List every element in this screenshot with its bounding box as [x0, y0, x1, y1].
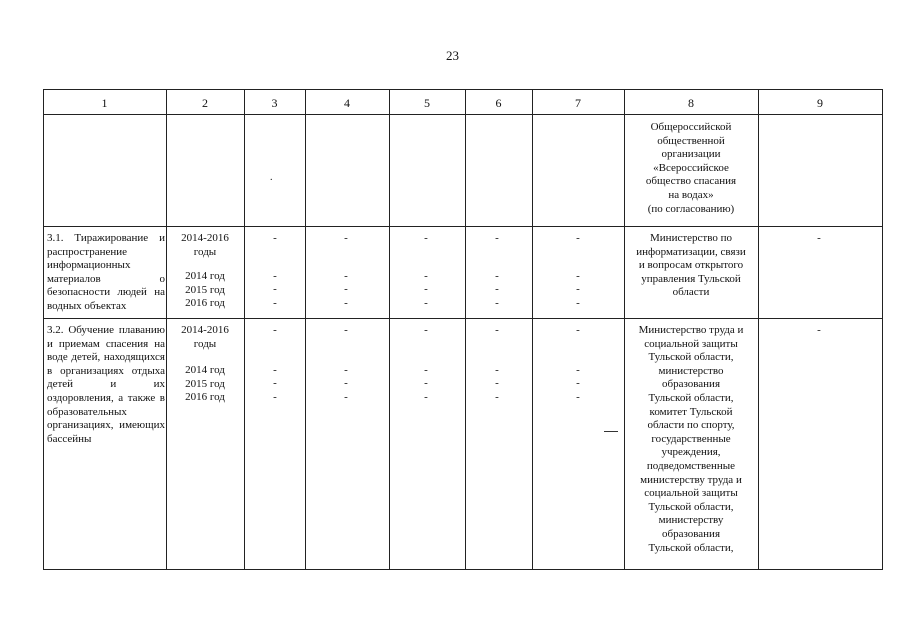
row-3-1-col3-dash: -	[273, 270, 277, 282]
row-3-1-col6-dash: -	[495, 270, 499, 282]
row-3-2-col5-dash: -	[424, 377, 428, 389]
column-border	[758, 89, 759, 570]
row-3-1-col7-dash: -	[576, 270, 580, 282]
page-number: 23	[446, 48, 459, 63]
row-3-1-col6-dash: -	[495, 297, 499, 309]
header-col-7: 7	[575, 96, 581, 110]
table-bottom-border	[43, 569, 882, 570]
row-3-2-col7-dash: -	[576, 391, 580, 403]
row-3-1-col5-dash: -	[424, 270, 428, 282]
row-3-1-col4-dash: -	[344, 297, 348, 309]
row-3-1-col7-dash: -	[576, 283, 580, 295]
row-3-1-activity: 3.1. Тиражирование и распространение информационных материалов о безопасности людей на водных объектах	[47, 232, 165, 312]
column-border	[532, 89, 533, 570]
row-3-2-period: 2014-2016 годы	[181, 324, 229, 350]
row-3-2-col4-dash: -	[344, 377, 348, 389]
header-col-8: 8	[688, 96, 694, 110]
column-border	[244, 89, 245, 570]
row-3-1-col5-dash: -	[424, 283, 428, 295]
row-3-1-col5-dash: -	[424, 297, 428, 309]
row-3-2-col4-dash: -	[344, 324, 348, 336]
column-border	[389, 89, 390, 570]
table-top-border	[43, 89, 882, 90]
row-3-2-responsible: Министерство труда и социальной защиты Тульской области, министерство образования Тульской области, комитет Тульской области по спорту, государственные учреждения, подведомственные министерству труда и социальной защиты Тульской области, министерству образования Тульской области,	[638, 324, 744, 554]
column-border	[305, 89, 306, 570]
row-border	[43, 226, 882, 227]
stray-mark: .	[270, 172, 273, 183]
row-3-2-col3-dash: -	[273, 324, 277, 336]
header-col-4: 4	[344, 96, 350, 110]
row-3-2-col5-dash: -	[424, 324, 428, 336]
row-3-1-col3-dash: -	[273, 232, 277, 244]
header-col-6: 6	[495, 96, 502, 110]
row-3-1-col4-dash: -	[344, 283, 348, 295]
column-border	[43, 89, 44, 570]
row-3-1-period: 2014-2016 годы	[181, 232, 229, 258]
row-3-1-col9-dash: -	[817, 232, 821, 244]
row-continuation-responsible: Общероссийской общественной организации «Всероссийское общество спасания на водах» (по согласованию)	[645, 121, 737, 215]
row-3-2-col4-dash: -	[344, 391, 348, 403]
row-3-2-years: 2014 год 2015 год 2016 год	[185, 364, 225, 404]
row-3-1-responsible: Министерство по информатизации, связи и вопросам открытого управления Тульской области	[636, 232, 746, 299]
row-3-2-col6-dash: -	[495, 377, 499, 389]
header-col-1: 1	[101, 96, 108, 110]
row-3-2-col5-dash: -	[424, 391, 428, 403]
header-col-3: 3	[271, 96, 278, 110]
row-3-1-col3-dash: -	[273, 297, 277, 309]
row-3-2-col6-dash: -	[495, 364, 499, 376]
row-3-2-col3-dash: -	[273, 391, 277, 403]
row-3-1-col3-dash: -	[273, 283, 277, 295]
column-border	[465, 89, 466, 570]
row-3-1-col5-dash: -	[424, 232, 428, 244]
row-3-1-col6-dash: -	[495, 283, 499, 295]
row-3-2-col5-dash: -	[424, 364, 428, 376]
header-col-9: 9	[817, 96, 823, 110]
row-border	[43, 318, 882, 319]
row-3-2-col6-dash: -	[495, 324, 499, 336]
row-3-2-activity: 3.2. Обучение плаванию и приемам спасения на воде детей, находящихся в организациях отдыха детей и их оздоровления, а также в образовательных организациях, имеющих бассейны	[47, 324, 165, 445]
row-3-2-col7-dash: -	[576, 377, 580, 389]
header-col-5: 5	[424, 96, 430, 110]
row-3-2-col7-dash: -	[576, 324, 580, 336]
row-3-2-col3-dash: -	[273, 377, 277, 389]
row-3-1-col7-dash: -	[576, 232, 580, 244]
row-3-2-col9-dash: -	[817, 324, 821, 336]
row-3-2-col7-dash: -	[576, 364, 580, 376]
row-3-2-col6-dash: -	[495, 391, 499, 403]
row-3-2-col3-dash: -	[273, 364, 277, 376]
row-3-2-col4-dash: -	[344, 364, 348, 376]
row-3-1-col6-dash: -	[495, 232, 499, 244]
column-border	[882, 89, 883, 570]
row-3-1-col4-dash: -	[344, 232, 348, 244]
header-col-2: 2	[202, 96, 208, 110]
row-3-1-years: 2014 год 2015 год 2016 год	[185, 270, 225, 310]
header-bottom-border	[43, 114, 882, 115]
scan-mark	[604, 431, 618, 432]
row-3-1-col4-dash: -	[344, 270, 348, 282]
row-3-1-col7-dash: -	[576, 297, 580, 309]
